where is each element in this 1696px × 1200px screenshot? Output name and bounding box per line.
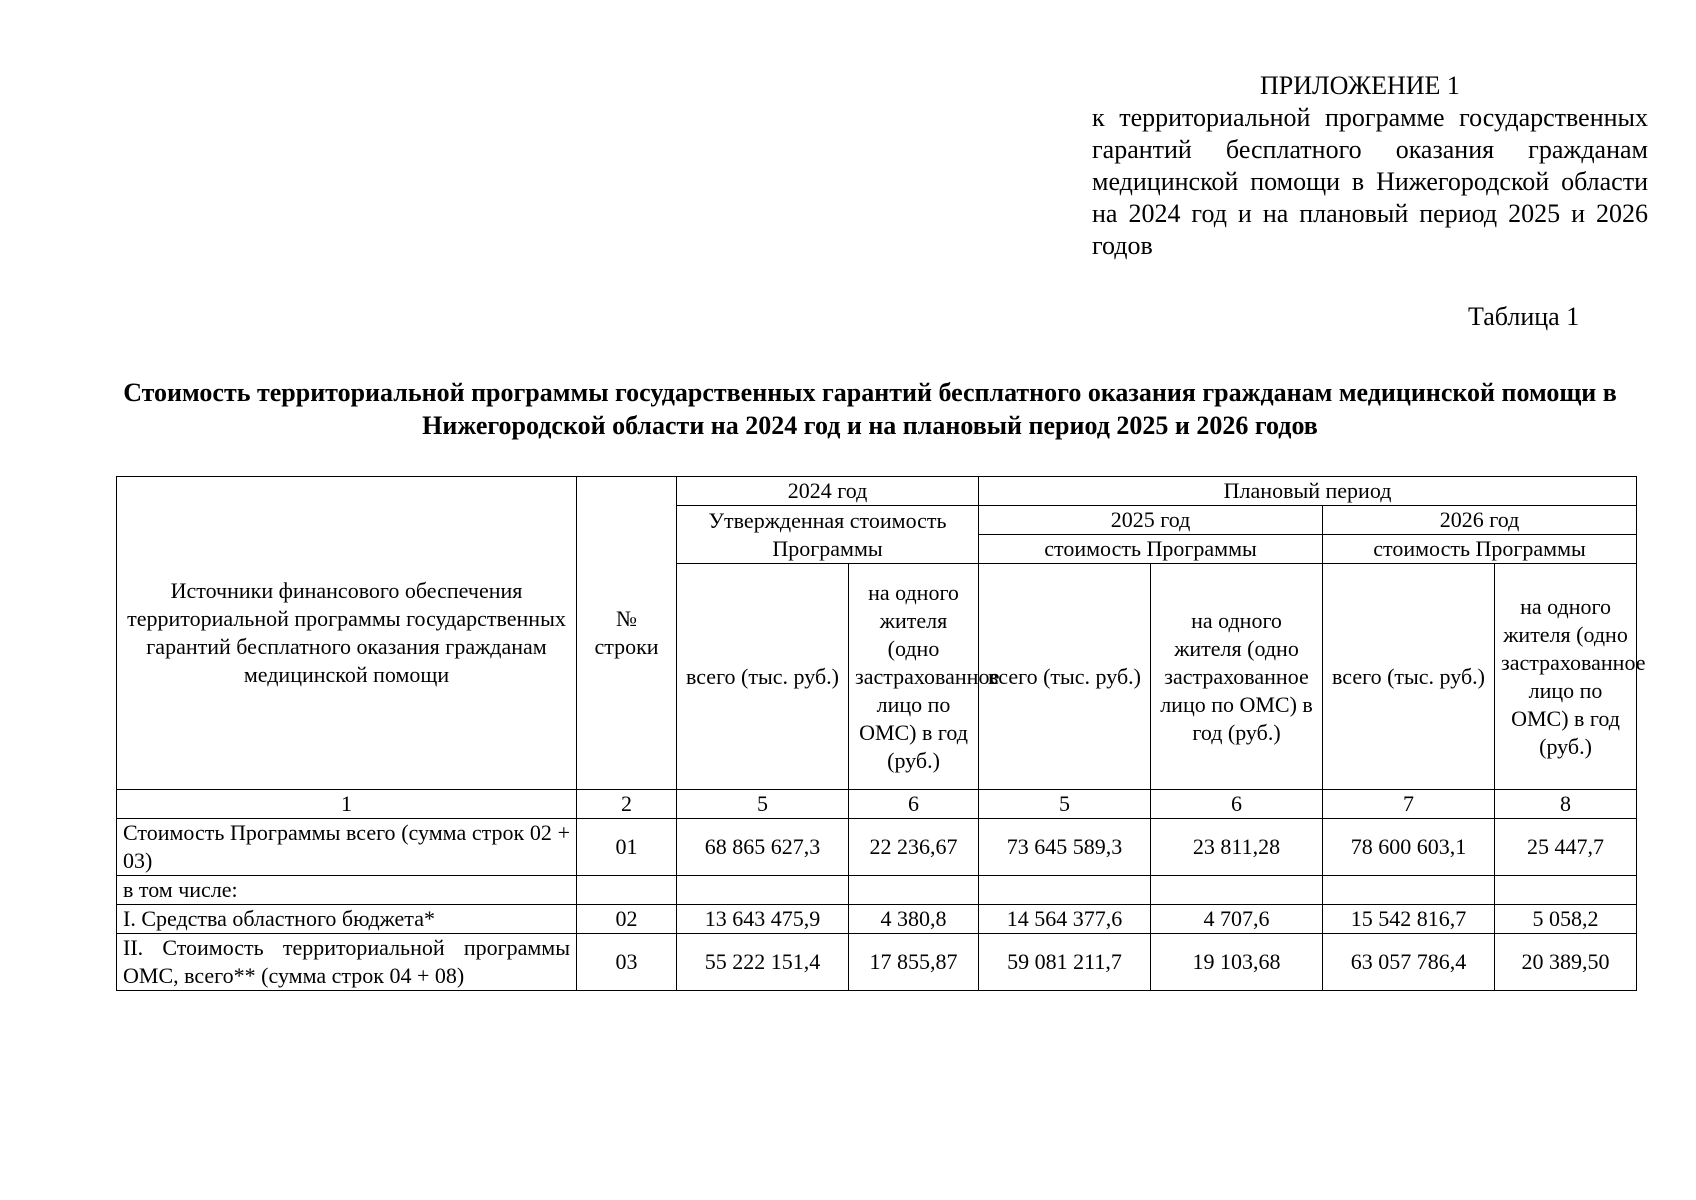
header-planned-period: Плановый период: [979, 477, 1637, 506]
row-label: Стоимость Программы всего (сумма строк 02 + 03): [117, 819, 577, 876]
value-cell: 68 865 627,3: [677, 819, 849, 876]
document-title: Стоимость территориальной программы государственных гарантий бесплатного оказания гражданам медицинской помощи в Нижегородской области на 2024 год и на плановый период 2025 и 2026 годов: [123, 378, 1617, 440]
header-year-2025: 2025 год: [979, 506, 1323, 535]
value-cell: 17 855,87: [849, 934, 979, 991]
value-cell: 4 707,6: [1151, 905, 1323, 934]
table-row: [117, 934, 1637, 991]
header-year-2024: 2024 год: [677, 477, 979, 506]
table-label: Таблица 1: [1468, 302, 1580, 331]
value-cell: [677, 876, 849, 905]
header-program-cost-2025: стоимость Программы: [979, 535, 1323, 564]
column-number: 2: [577, 790, 677, 819]
column-number: 5: [677, 790, 849, 819]
row-label: в том числе:: [117, 876, 577, 905]
header-total-2025: всего (тыс. руб.): [979, 564, 1151, 790]
value-cell: 25 447,7: [1495, 819, 1637, 876]
value-cell: 22 236,67: [849, 819, 979, 876]
header-total-2026: всего (тыс. руб.): [1323, 564, 1495, 790]
row-label: II. Стоимость территориальной программы ОМС, всего** (сумма строк 04 + 08): [117, 934, 577, 991]
table-row: [117, 905, 1637, 934]
value-cell: 55 222 151,4: [677, 934, 849, 991]
row-number: 02: [577, 905, 677, 934]
cost-table: [116, 476, 1646, 991]
column-number: 1: [117, 790, 577, 819]
header-approved-cost: Утвержденная стоимость Программы: [677, 506, 979, 564]
row-label: I. Средства областного бюджета*: [117, 905, 577, 934]
appendix-text: к территориальной программе государственных гарантий бесплатного оказания гражданам медицинской помощи в Нижегородской области на 2024 год и на плановый период 2025 и 2026 годов: [1092, 103, 1648, 260]
value-cell: 59 081 211,7: [979, 934, 1151, 991]
value-cell: 14 564 377,6: [979, 905, 1151, 934]
value-cell: [979, 876, 1151, 905]
value-cell: 23 811,28: [1151, 819, 1323, 876]
value-cell: 20 389,50: [1495, 934, 1637, 991]
appendix-title: ПРИЛОЖЕНИЕ 1: [1260, 71, 1460, 100]
column-number-row: [117, 790, 1637, 819]
row-number: 01: [577, 819, 677, 876]
appendix-block: [1092, 70, 1648, 262]
value-cell: 15 542 816,7: [1323, 905, 1495, 934]
header-program-cost-2026: стоимость Программы: [1323, 535, 1637, 564]
table-row: [117, 876, 1637, 905]
value-cell: 5 058,2: [1495, 905, 1637, 934]
column-number: 7: [1323, 790, 1495, 819]
value-cell: 78 600 603,1: [1323, 819, 1495, 876]
column-number: 5: [979, 790, 1151, 819]
value-cell: [1151, 876, 1323, 905]
value-cell: [849, 876, 979, 905]
header-row-number: № строки: [577, 477, 677, 790]
header-year-2026: 2026 год: [1323, 506, 1637, 535]
header-per-person-2025: на одного жителя (одно застрахованное лицо по ОМС) в год (руб.): [1151, 564, 1323, 790]
value-cell: [1495, 876, 1637, 905]
column-number: 6: [849, 790, 979, 819]
value-cell: 63 057 786,4: [1323, 934, 1495, 991]
value-cell: [1323, 876, 1495, 905]
header-per-person-2026: на одного жителя (одно застрахованное лицо по ОМС) в год (руб.): [1495, 564, 1637, 790]
table-row: [117, 819, 1637, 876]
column-number: 6: [1151, 790, 1323, 819]
column-number: 8: [1495, 790, 1637, 819]
row-number: [577, 876, 677, 905]
header-total-2024: всего (тыс. руб.): [677, 564, 849, 790]
value-cell: 13 643 475,9: [677, 905, 849, 934]
value-cell: 19 103,68: [1151, 934, 1323, 991]
value-cell: 73 645 589,3: [979, 819, 1151, 876]
value-cell: 4 380,8: [849, 905, 979, 934]
header-per-person-2024: на одного жителя (одно застрахованное лицо по ОМС) в год (руб.): [849, 564, 979, 790]
header-source: Источники финансового обеспечения территориальной программы государственных гарантий бесплатного оказания гражданам медицинской помощи: [117, 477, 577, 790]
row-number: 03: [577, 934, 677, 991]
